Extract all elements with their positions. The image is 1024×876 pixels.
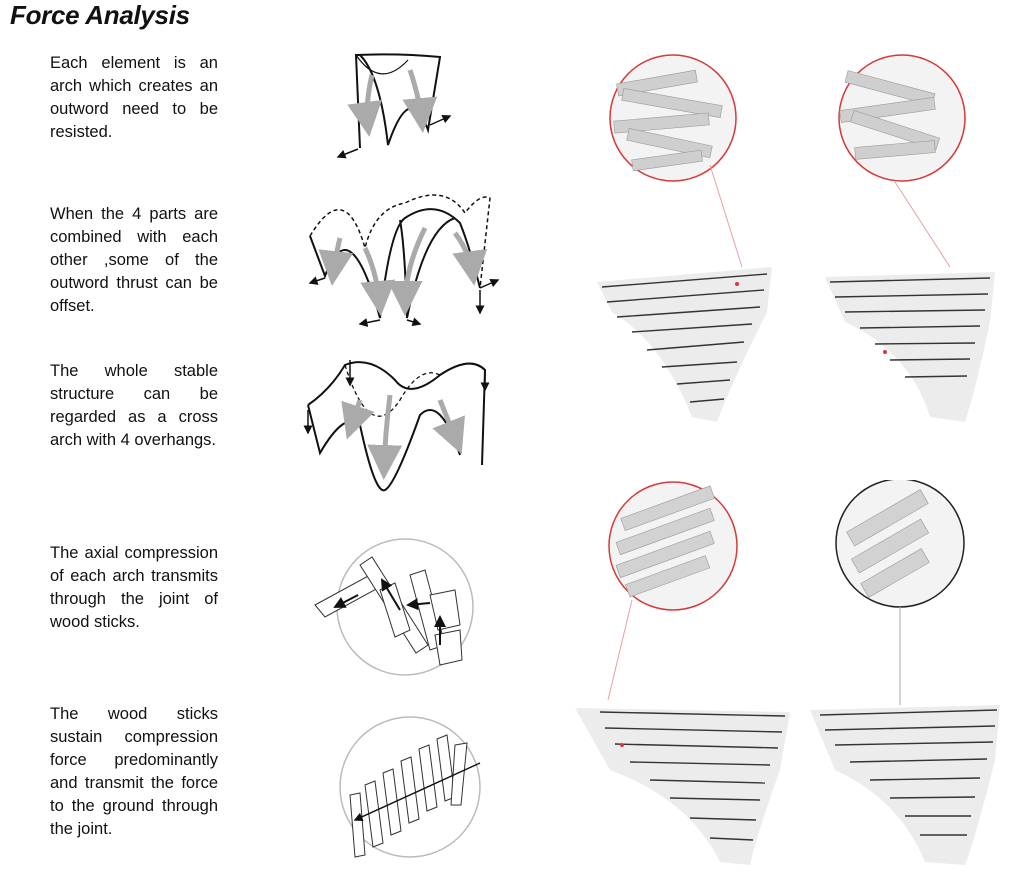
single-arch-diagram	[320, 45, 470, 165]
text-single-arch: Each element is an arch which creates an outword need to be resisted.	[50, 54, 218, 141]
joint-compression-diagram	[310, 535, 480, 680]
page-title: Force Analysis	[10, 0, 190, 30]
render-bottom-right	[805, 480, 1010, 870]
text-cross-arch: The whole stable structure can be regarded as a cross arch with 4 overhangs.	[50, 362, 218, 449]
text-wood-sticks: The wood sticks sustain compression force predominantly and transmit the force to the ground through the joint.	[50, 705, 218, 838]
render-bottom-left	[570, 480, 800, 870]
cross-arch-diagram	[300, 355, 500, 500]
sticks-ground-diagram	[335, 715, 485, 865]
combined-arches-diagram	[305, 188, 505, 338]
render-top-left	[572, 52, 797, 432]
render-top-right	[800, 52, 1010, 432]
text-axial-compression: The axial compression of each arch transmits through the joint of wood sticks.	[50, 544, 218, 631]
text-combined-parts: When the 4 parts are combined with each other ,some of the outword thrust can be offset.	[50, 205, 218, 315]
